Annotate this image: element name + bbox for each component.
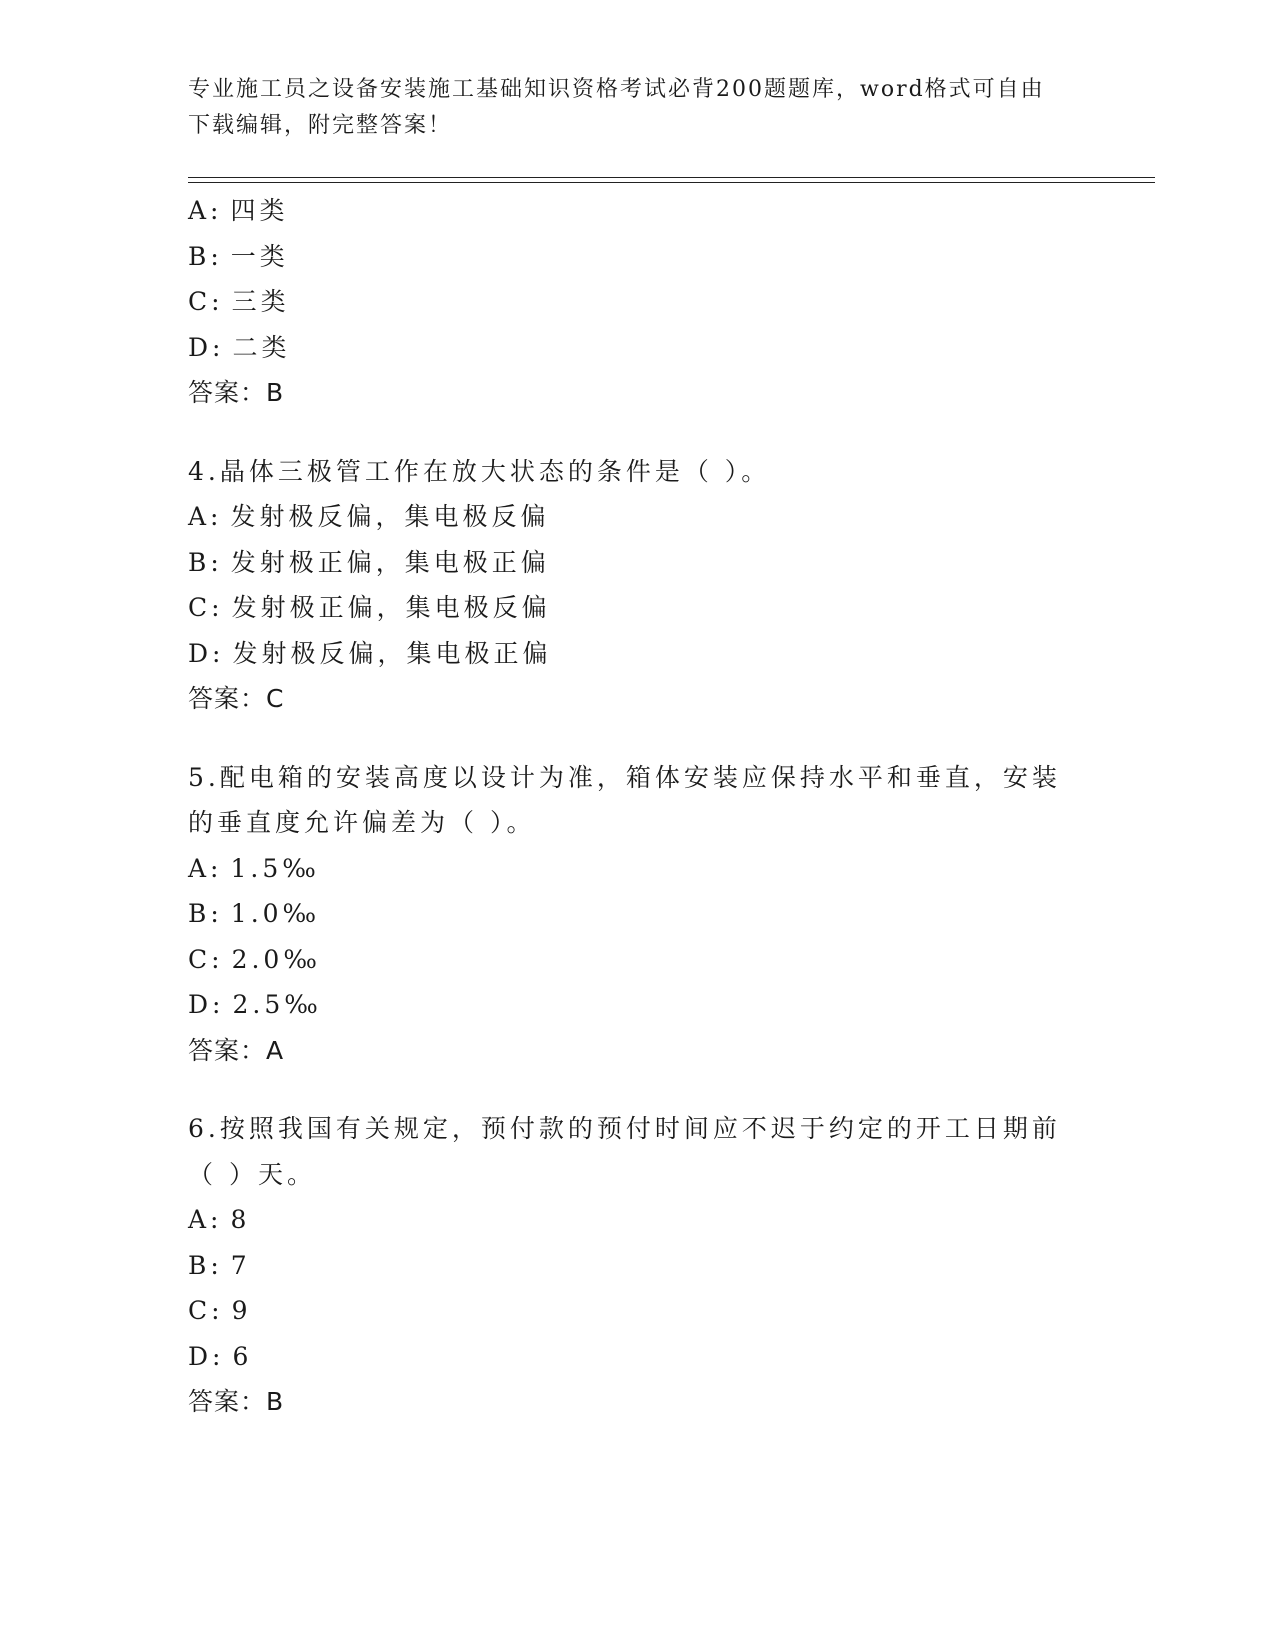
option-d: D: 二类 [188,332,291,362]
spacer [188,1073,1088,1106]
option-c: C: 三类 [188,287,290,316]
question-text: 4.晶体三极管工作在放大状态的条件是（ ）。 [188,456,771,486]
option-c: C: 9 [188,1296,252,1325]
option-b: B: 发射极正偏，集电极正偏 [188,547,550,577]
option-d: D: 6 [188,1341,253,1371]
spacer [188,416,1088,449]
option-c: C: 2.0‰ [188,944,321,974]
option-a: A: 发射极反偏，集电极反偏 [188,502,550,531]
option-d: D: 发射极反偏，集电极正偏 [188,638,552,668]
question-text: 6.按照我国有关规定，预付款的预付时间应不迟于约定的开工日期前（ ）天。 [188,1114,1061,1189]
option-c: C: 发射极正偏，集电极反偏 [188,593,551,622]
answer-line: 答案：B [188,378,285,407]
question-4 [188,449,1088,722]
option-b: B: 7 [188,1250,251,1280]
option-b: B: 一类 [188,241,289,271]
answer-line: 答案：C [188,684,285,713]
option-d: D: 2.5‰ [188,990,322,1019]
question-3 [188,188,1088,416]
spacer [188,722,1088,755]
option-a: A: 8 [188,1205,251,1234]
answer-line: 答案：B [188,1387,285,1416]
question-6 [188,1106,1088,1425]
document-header: 专业施工员之设备安装施工基础知识资格考试必背200题题库，word格式可自由下载编辑，附完整答案！ [188,77,1045,138]
answer-line: 答案：A [188,1035,285,1065]
option-a: A: 1.5‰ [188,853,320,883]
option-a: A: 四类 [188,196,289,225]
header-divider-top [188,177,1155,178]
question-text: 5.配电箱的安装高度以设计为准，箱体安装应保持水平和垂直，安装的垂直度允许偏差为（ ）。 [188,762,1061,837]
option-b: B: 1.0‰ [188,899,321,928]
question-list [188,188,1088,1425]
question-5 [188,755,1088,1074]
header-divider-bottom [188,182,1155,183]
